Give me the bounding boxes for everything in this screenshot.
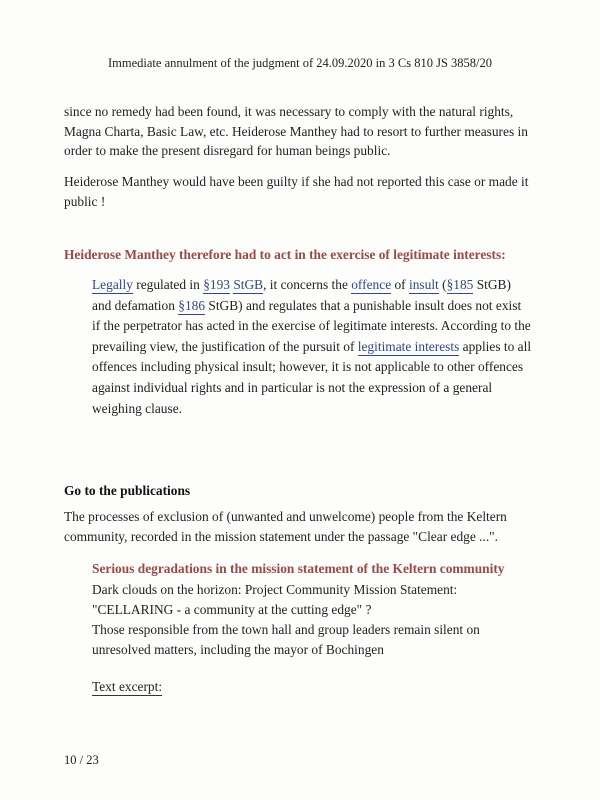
mission-line: Dark clouds on the horizon: Project Community Mission Statement: <box>92 582 458 597</box>
text-segment: ( <box>438 277 447 292</box>
link-section-186[interactable]: §186 <box>178 297 206 313</box>
text-segment: applies to all offences including physical insult; however, it is not applicable to other offences against individual rights and in particular is not the expression of a general weighing clause. <box>92 338 532 416</box>
paragraph-guilty: Heiderose Manthey would have been guilty if she had not reported this case or made it public ! <box>64 174 529 209</box>
link-offence[interactable]: offence <box>351 277 392 292</box>
text-segment: StGB) and regulates that a punishable insult does not exist if the perpetrator has acted in the exercise of legitimate interests. According to the prevailing view, the justification of the pursuit of <box>92 297 531 354</box>
link-stgb[interactable]: StGB <box>233 277 264 292</box>
publications-heading: Go to the publications <box>64 483 191 498</box>
link-section-185[interactable]: §185 <box>446 277 474 292</box>
page-header: Immediate annulment of the judgment of 24.09.2020 in 3 Cs 810 JS 3858/20 <box>108 56 492 70</box>
paragraph-remedy: since no remedy had been found, it was necessary to comply with the natural rights, Magna Charta, Basic Law, etc. Heiderose Manthey had to resort to further measures in order to make the present disregard for human beings public. <box>64 104 528 158</box>
mission-line: "CELLARING - a community at the cutting edge" ? <box>92 602 372 617</box>
legitimate-interests-heading: Heiderose Manthey therefore had to act in the exercise of legitimate interests: <box>64 247 506 262</box>
link-insult[interactable]: insult <box>409 277 439 292</box>
text-segment: StGB) and defamation <box>92 277 511 313</box>
text-segment: regulated in <box>132 277 204 292</box>
paragraph-exclusion: The processes of exclusion of (unwanted and unwelcome) people from the Keltern community, recorded in the mission statement under the passage "Clear edge ...". <box>64 509 507 544</box>
link-section-193[interactable]: §193 <box>203 277 230 292</box>
link-legitimate-interests[interactable]: legitimate interests <box>357 338 460 354</box>
text-excerpt-label <box>92 677 162 697</box>
page-number: 10 / 23 <box>64 753 99 767</box>
link-legally[interactable]: Legally <box>92 277 133 292</box>
text-segment: , it concerns the <box>263 277 352 292</box>
mission-statement-text <box>92 580 532 660</box>
mission-statement-heading: Serious degradations in the mission statement of the Keltern community <box>92 561 505 576</box>
text-excerpt-text: Text excerpt: <box>92 679 163 694</box>
legitimate-interests-paragraph <box>92 275 532 419</box>
text-segment: of <box>391 277 409 292</box>
mission-line: Those responsible from the town hall and group leaders remain silent on unresolved matters, including the mayor of Bochingen <box>92 622 480 657</box>
